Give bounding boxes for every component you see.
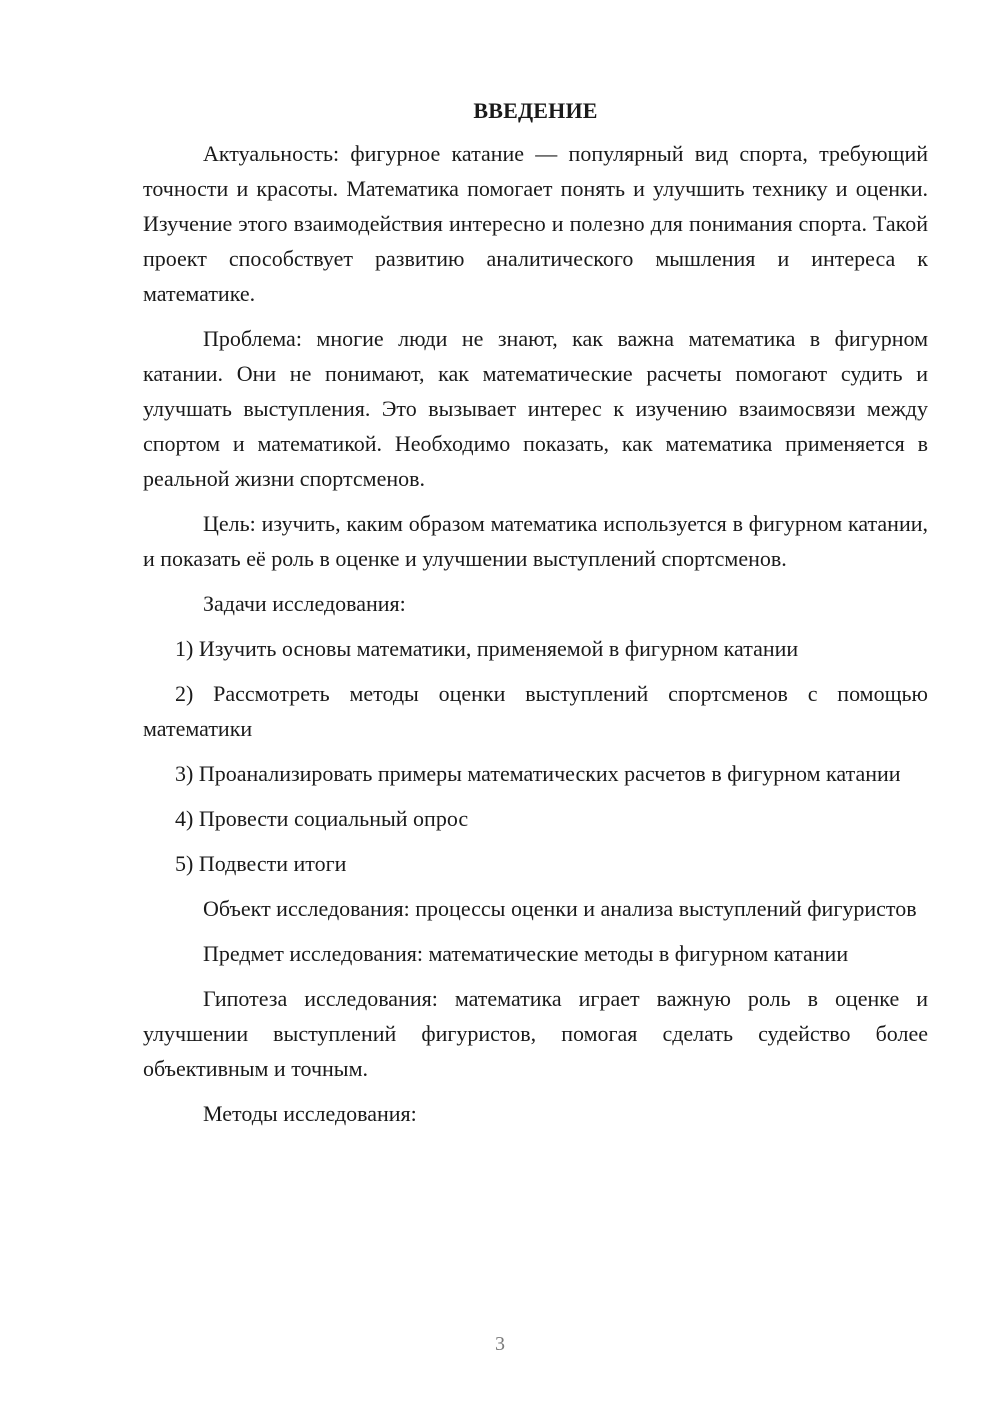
task-item-1: 1) Изучить основы математики, применяемой в фигурном катании [175, 636, 799, 661]
paragraph-hypothesis: Гипотеза исследования: математика играет важную роль в оценке и улучшении выступлений фигуристов, помогая сделать судейство более объективным и точным. [143, 986, 928, 1081]
task-item-4: 4) Провести социальный опрос [175, 806, 469, 831]
document-page [143, 96, 928, 1141]
paragraph-goal: Цель: изучить, каким образом математика используется в фигурном катании, и показать её роль в оценке и улучшении выступлений спортсменов. [143, 511, 928, 571]
paragraph-relevance: Актуальность: фигурное катание — популярный вид спорта, требующий точности и красоты. Математика помогает понять и улучшить технику и оценки. Изучение этого взаимодействия интересно и полезно для понимания спорта. Такой проект способствует развитию аналитического мышления и интереса к математике. [143, 141, 928, 306]
methods-heading: Методы исследования: [203, 1101, 417, 1126]
task-item-5: 5) Подвести итоги [175, 851, 347, 876]
tasks-heading: Задачи исследования: [203, 591, 406, 616]
section-title: ВВЕДЕНИЕ [473, 98, 598, 123]
paragraph-object: Объект исследования: процессы оценки и анализа выступлений фигуристов [203, 896, 917, 921]
paragraph-problem: Проблема: многие люди не знают, как важна математика в фигурном катании. Они не понимают, как математические расчеты помогают судить и улучшать выступления. Это вызывает интерес к изучению взаимосвязи между спортом и математикой. Необходимо показать, как математика применяется в реальной жизни спортсменов. [143, 326, 928, 491]
task-item-2: 2) Рассмотреть методы оценки выступлений спортсменов с помощью математики [143, 681, 928, 741]
paragraph-subject: Предмет исследования: математические методы в фигурном катании [203, 941, 849, 966]
page-number: 3 [495, 1333, 505, 1355]
task-item-3: 3) Проанализировать примеры математических расчетов в фигурном катании [175, 761, 901, 786]
